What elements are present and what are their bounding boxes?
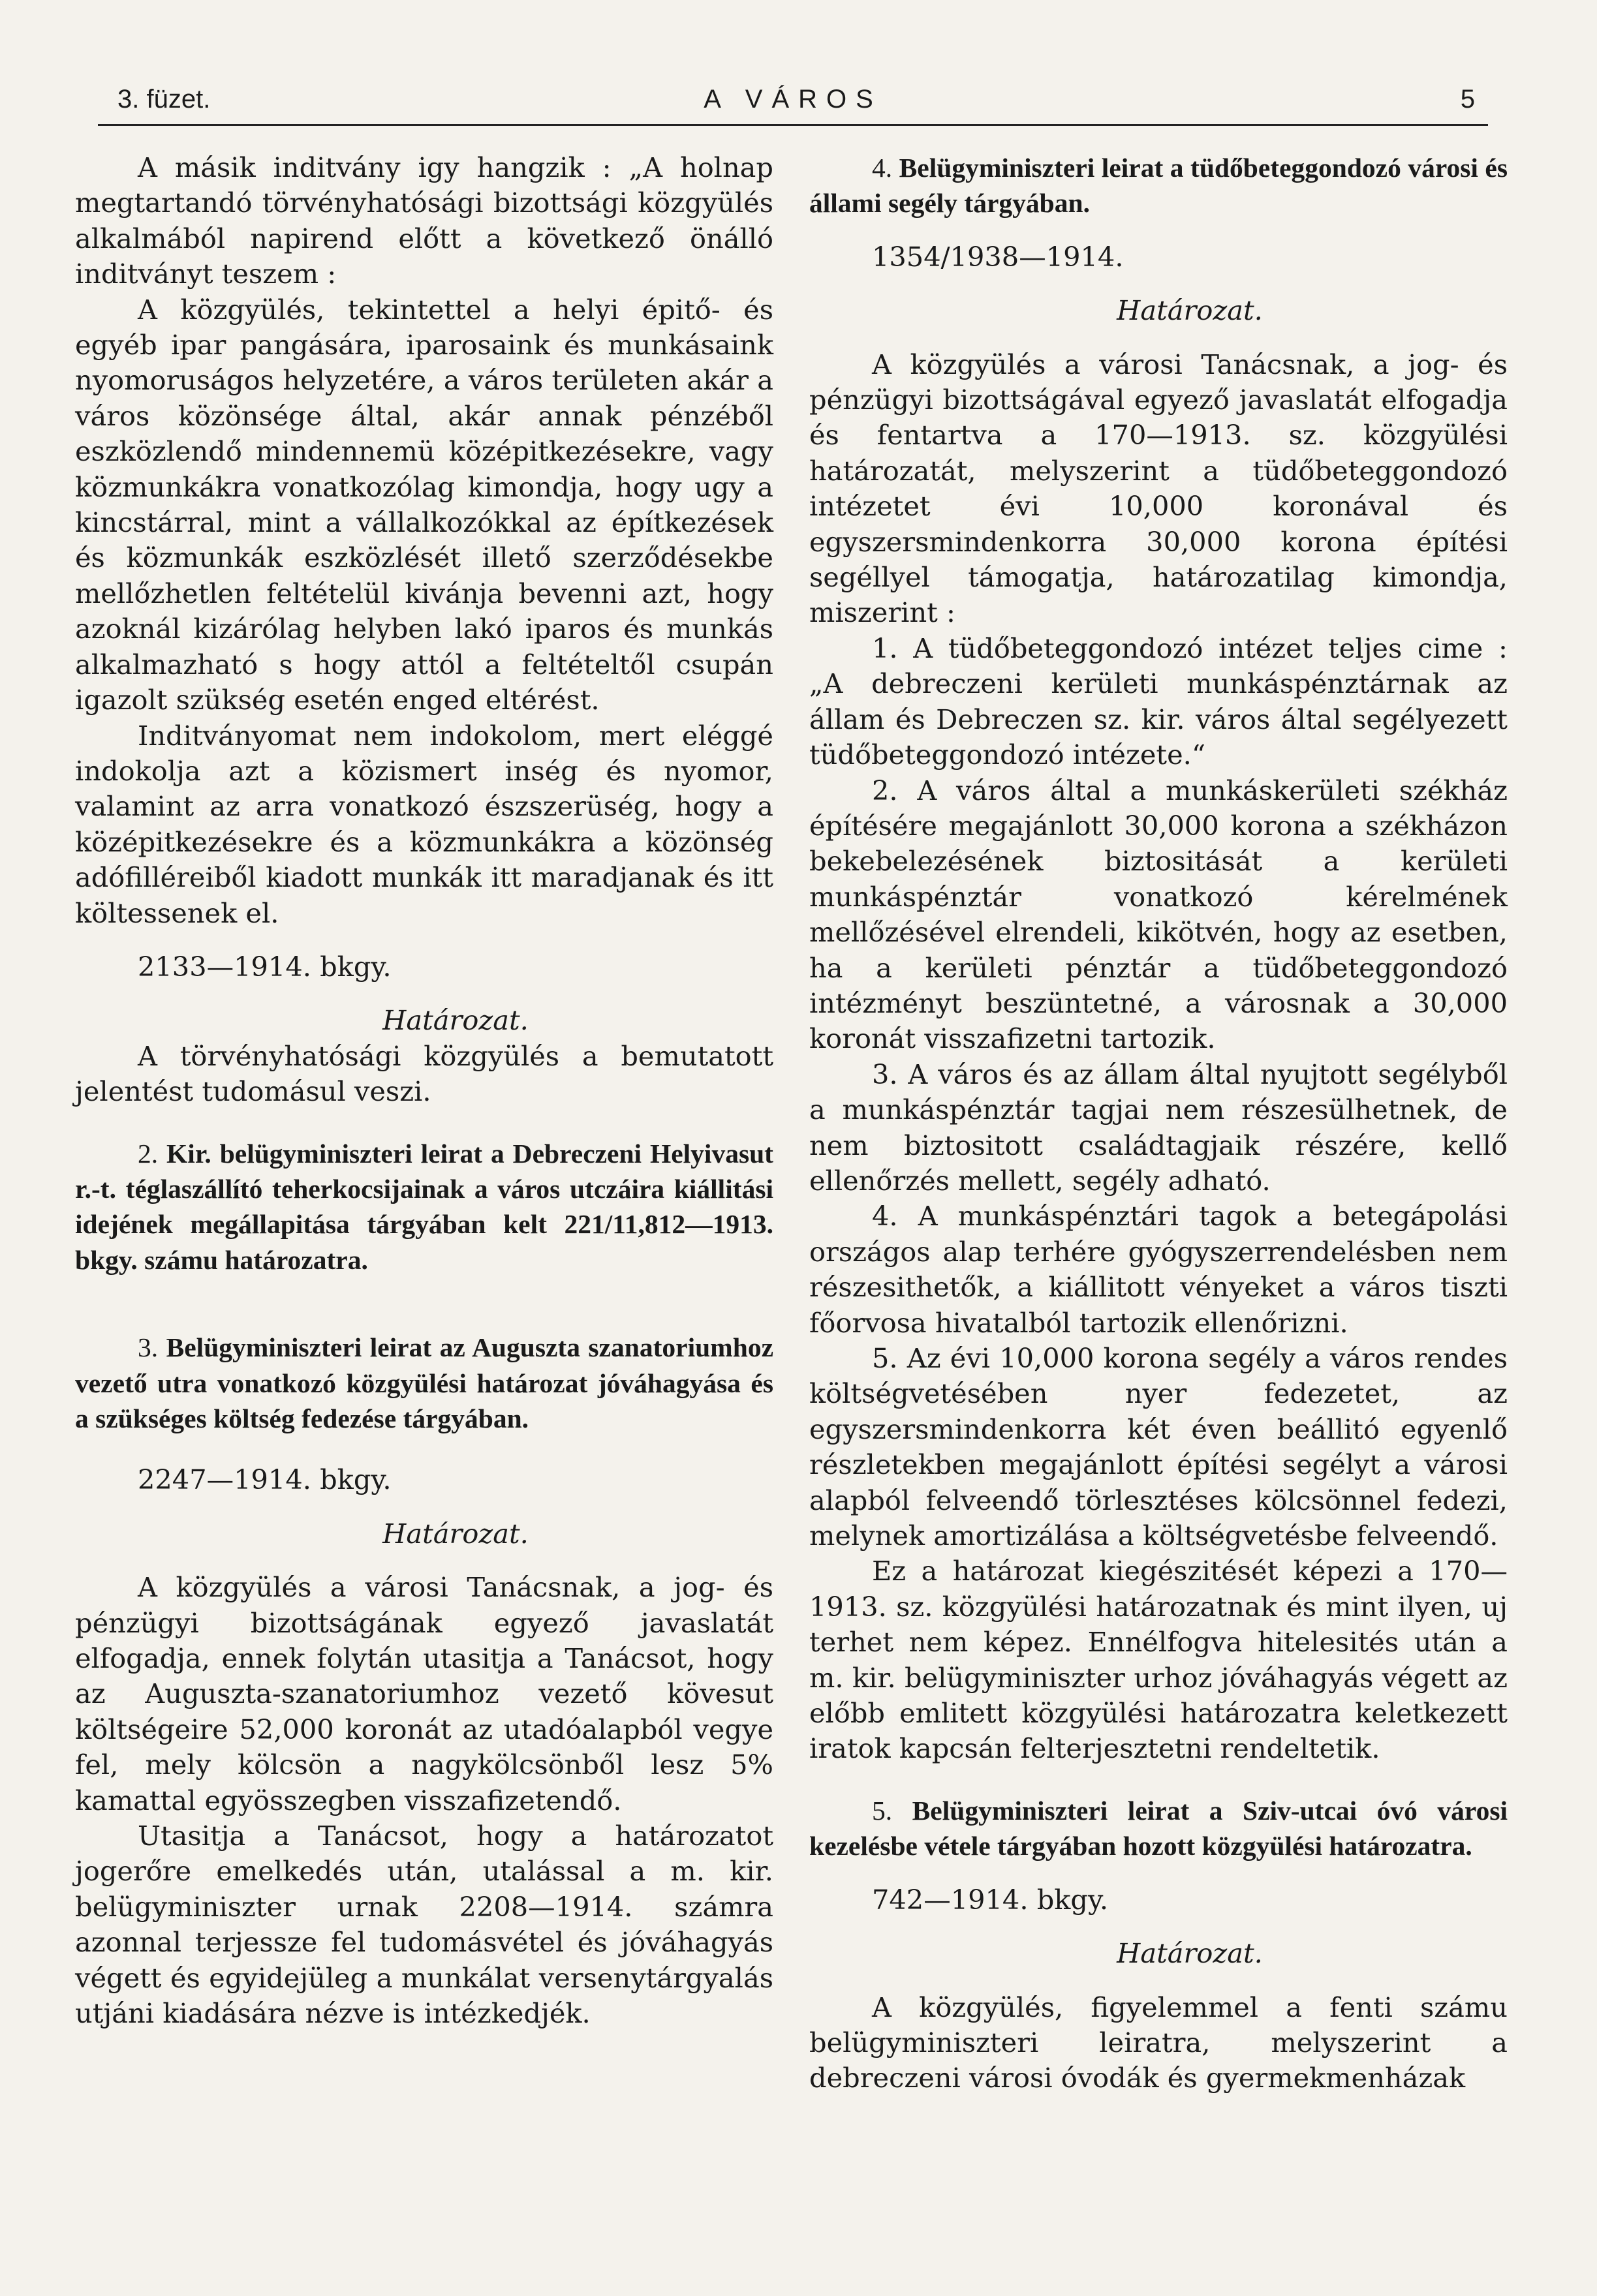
- item-heading: [75, 1136, 773, 1278]
- page-header: [98, 78, 1488, 126]
- item-heading: [809, 150, 1508, 221]
- reference-number: 2133—1914. bkgy.: [138, 950, 392, 983]
- resolution-point: 2. A város által a munkáskerületi székház építésére megajánlott 30,000 korona a székházon bekebelezésének biztositását a kerületi munkáspénztár vonatkozó kérelmének mellőzésével elrendeli, kikötvén, hogy az esetben, ha a kerületi pénztár a tüdőbeteggondozó intézményt beszüntetné, a városnak a 30,000 koronát visszafizetni tartozik.: [809, 774, 1508, 1055]
- motion-paragraph: A közgyülés, tekintettel a helyi épitő- és egyéb ipar pangására, iparosaink és munkásaink nyomoruságos helyzetére, a város területen akár a város közönsége által, akár annak pénzéből eszközlendő mindennemü középitkezésekre, vagy közmunkákra vonatkozólag kimondja, hogy ugy a kincstárral, mint a vállalkozókkal az építkezések és közmunkák eszközlését illető szerződésekbe mellőzhetlen feltételül kivánja bevenni azt, hogy azoknál kizárólag helyben lakó iparos és munkás alkalmazható s hogy attól a feltételtől csupán igazolt szükség esetén enged eltérést.: [75, 293, 773, 716]
- item-heading-text: Belügyminiszteri leirat a tüdőbeteggondozó városi és állami segély tárgyában.: [809, 153, 1508, 219]
- item-heading-text: Kir. belügyminiszteri leirat a Debreczeni Helyivasut r.-t. téglaszállító teherkocsijainak a város utczáira kiállitási idejének megállapitása tárgyában kelt 221/11,812—1913. bkgy. számu határozatra.: [75, 1138, 773, 1275]
- resolution-label: Határozat.: [1117, 294, 1263, 327]
- item-heading-text: Belügyminiszteri leirat az Auguszta szanatoriumhoz vezető utra vonatkozó közgyülési határozat jóváhagyása és a szükséges költség fedezése tárgyában.: [75, 1332, 773, 1433]
- reference-number: 742—1914. bkgy.: [872, 1883, 1109, 1916]
- motion-paragraph: Inditványomat nem indokolom, mert eléggé indokolja azt a közismert inség és nyomor, valamint az arra vonatkozó észszerüség, hogy a középitkezésekre és a közmunkákra a közönség adófilléreiből kiadott munkák itt maradjanak és itt költessenek el.: [75, 719, 773, 929]
- left-column: [75, 150, 773, 2032]
- right-column: [809, 150, 1508, 2096]
- item-heading-text: Belügyminiszteri leirat a Sziv-utcai óvó városi kezelésbe vétele tárgyában hozott közgyülési határozatra.: [809, 1795, 1508, 1861]
- item-number: 2.: [138, 1138, 159, 1169]
- resolution-point: 3. A város és az állam által nyujtott segélyből a munkáspénztár tagjai nem részesülhetnek, de nem biztositott családtagjaik részére, kellő ellenőrzés mellett, segély adható.: [809, 1058, 1508, 1197]
- resolution-point: 4. A munkáspénztári tagok a betegápolási országos alap terhére gyógyszerrendelésben nem részesithetők, a kiállitott vényeket a város tiszti főorvosa hivatalból tartozik ellenőrizni.: [809, 1200, 1508, 1339]
- reference-number: 1354/1938—1914.: [872, 240, 1124, 273]
- resolution-label: Határozat.: [1117, 1937, 1263, 1970]
- resolution-text: Utasitja a Tanácsot, hogy a határozatot jogerőre emelkedés után, utalással a m. kir. belügyminiszter urnak 2208—1914. számra azonnal terjessze fel tudomásvétel és jóváhagyás végett és egyidejüleg a munkálat versenytárgyalás utjáni kiadására nézve is intézkedjék.: [75, 1820, 773, 2030]
- item-number: 5.: [872, 1795, 893, 1826]
- resolution-point: 1. A tüdőbeteggondozó intézet teljes cime : „A debreczeni kerületi munkáspénztárnak az állam és Debreczen sz. kir. város által segélyezett tüdőbeteggondozó intézete.“: [809, 632, 1508, 771]
- item-number: 4.: [872, 153, 893, 183]
- page-number: 5: [1460, 85, 1475, 114]
- resolution-text: Ez a határozat kiegészitését képezi a 170—1913. sz. közgyülési határozatnak és mint ilyen, uj terhet nem képez. Ennélfogva hitelesités után a m. kir. belügyminiszter urhoz jóváhagyás végett az előbb emlitett közgyülési határozatra keletkezett iratok kapcsán felterjesztetni rendeltetik.: [809, 1555, 1508, 1765]
- resolution-text: A közgyülés a városi Tanácsnak, a jog- és pénzügyi bizottságával egyező javaslatát elfogadja és fentartva a 170—1913. sz. közgyülési határozatát, melyszerint a tüdőbeteggondozó intézetet évi 10,000 koronával és egyszersmindenkorra 30,000 korona építési segéllyel támogatja, határozatilag kimondja, miszerint :: [809, 348, 1508, 629]
- resolution-text: A törvényhatósági közgyülés a bemutatott jelentést tudomásul veszi.: [75, 1039, 773, 1108]
- item-number: 3.: [138, 1332, 159, 1363]
- item-heading: [75, 1330, 773, 1436]
- journal-title: A VÁROS: [704, 85, 882, 114]
- resolution-point: 5. Az évi 10,000 korona segély a város rendes költségvetésében nyer fedezetet, az egyszersmindenkorra két éven beállitó egyenlő részletekben megajánlott építési segélyt a városi alapból felveendő törlesztéses kölcsönnel fedezi, melynek amortizálása a költségvetésbe felveendő.: [809, 1342, 1508, 1552]
- issue-label: 3. füzet.: [117, 85, 211, 114]
- item-heading: [809, 1793, 1508, 1864]
- resolution-label: Határozat.: [382, 1517, 529, 1550]
- reference-number: 2247—1914. bkgy.: [138, 1463, 392, 1496]
- resolution-text: A közgyülés, figyelemmel a fenti számu belügyminiszteri leiratra, melyszerint a debreczeni városi óvodák és gyermekmenházak: [809, 1991, 1508, 2094]
- resolution-text: A közgyülés a városi Tanácsnak, a jog- és pénzügyi bizottságának egyező javaslatát elfogadja, ennek folytán utasitja a Tanácsot, hogy az Auguszta-szanatoriumhoz vezető kövesut költségeire 52,000 koronát az utadóalapból vegye fel, mely kölcsön a nagykölcsönből lesz 5% kamattal egyösszegben visszafizetendő.: [75, 1571, 773, 1816]
- resolution-label: Határozat.: [382, 1004, 529, 1037]
- motion-paragraph: A másik inditvány igy hangzik : „A holnap megtartandó törvényhatósági bizottsági közgyülés alkalmából napirend előtt a következő önálló inditványt teszem :: [75, 151, 773, 290]
